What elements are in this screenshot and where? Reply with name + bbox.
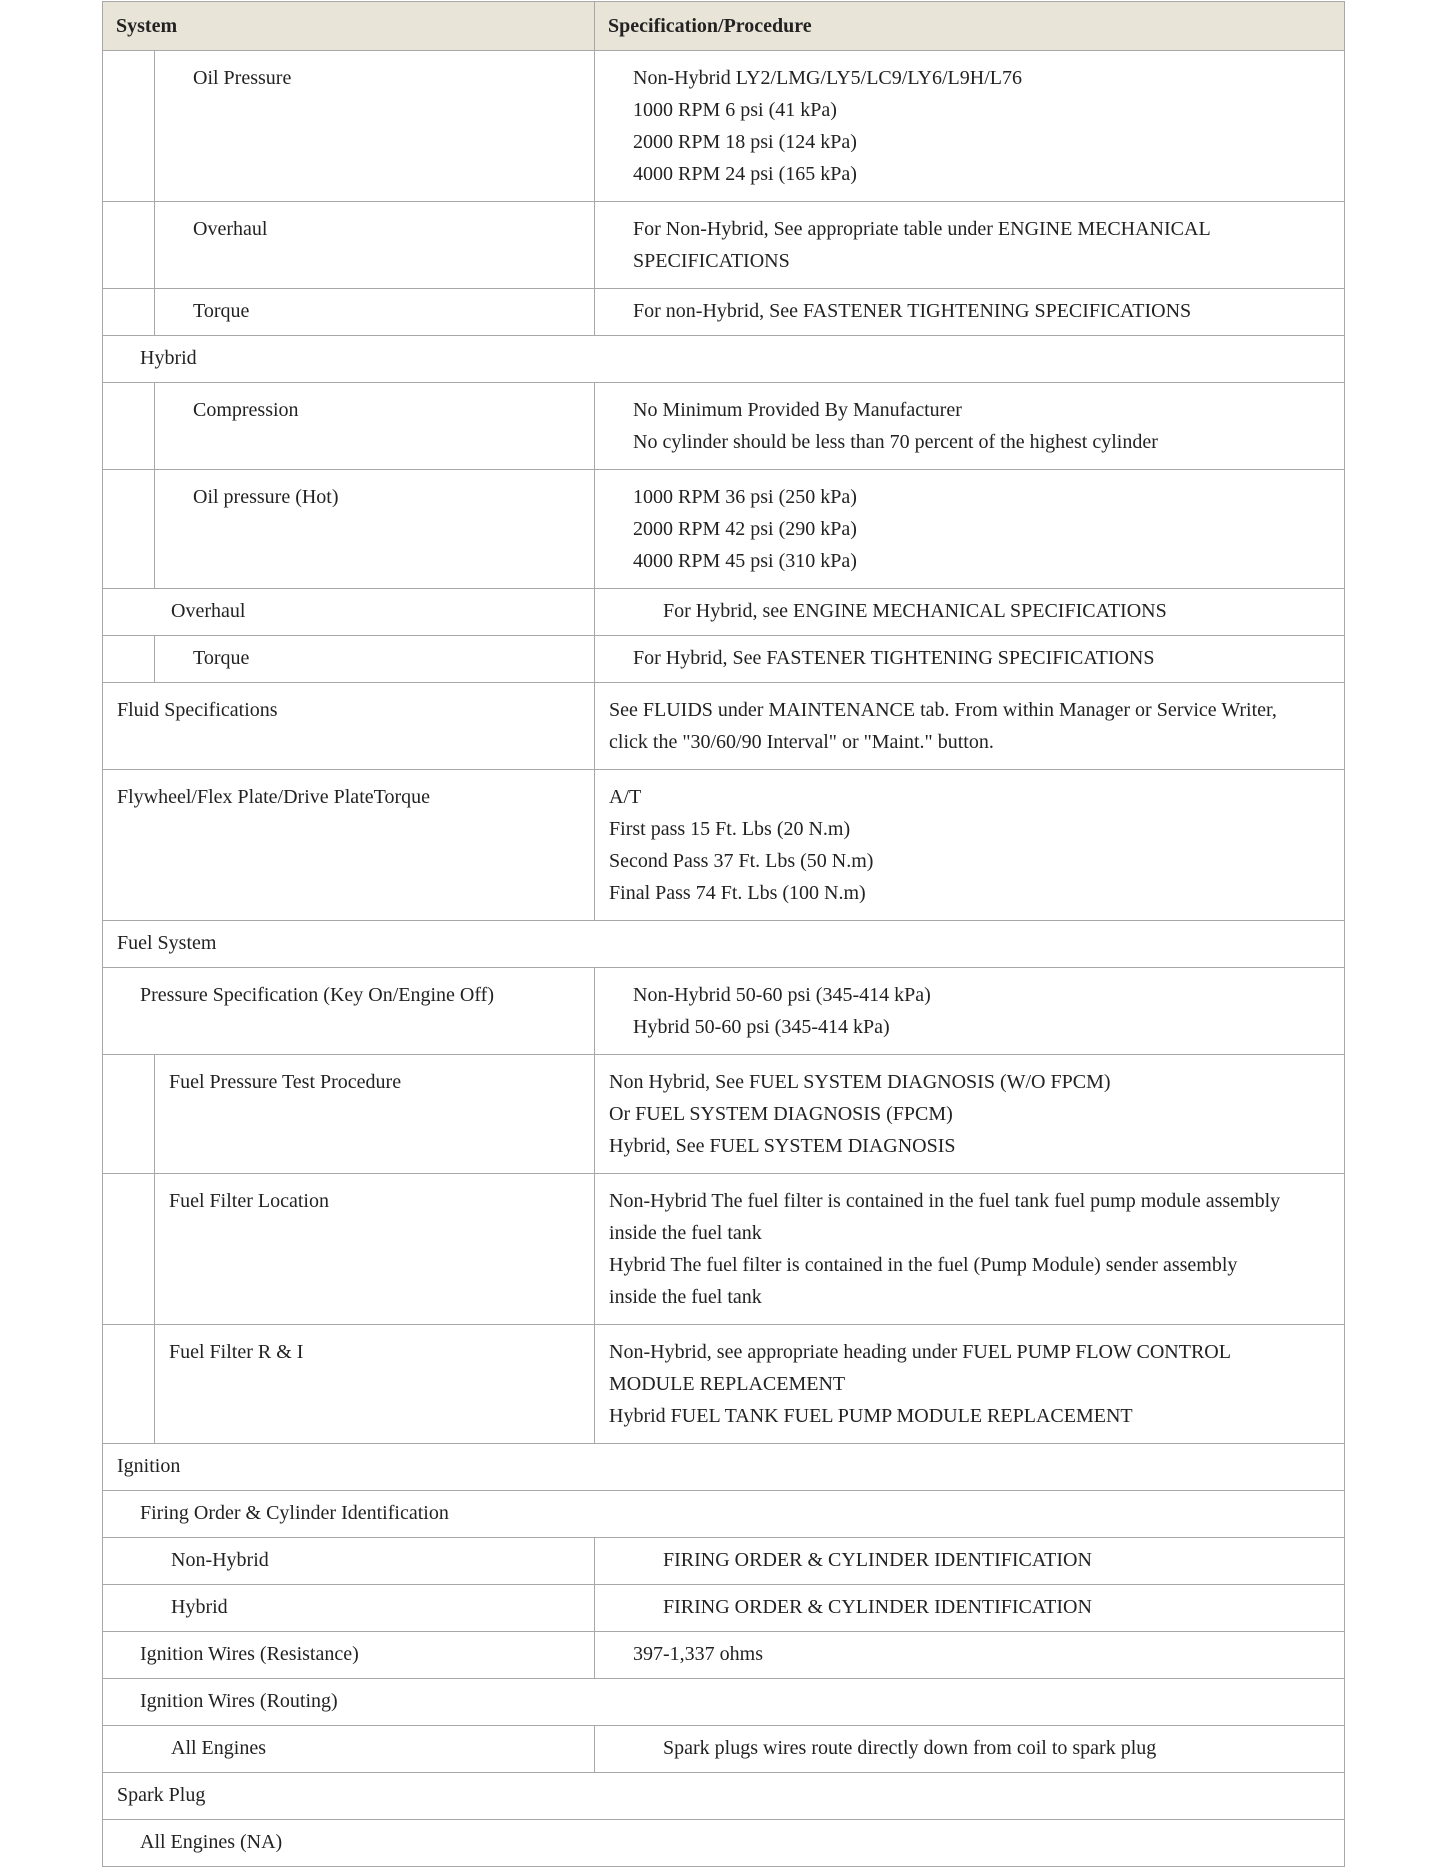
specification-cell [595, 636, 1345, 683]
spec-line: For Hybrid, See FASTENER TIGHTENING SPECIFICATIONS [633, 647, 1155, 669]
table-row [103, 1773, 1345, 1820]
system-cell [103, 1632, 595, 1679]
table-row [103, 1444, 1345, 1491]
spec-line: 2000 RPM 42 psi (290 kPa) [633, 518, 857, 540]
spec-line: 4000 RPM 45 psi (310 kPa) [633, 550, 857, 572]
spec-line: FIRING ORDER & CYLINDER IDENTIFICATION [663, 1549, 1092, 1571]
row-label: Pressure Specification (Key On/Engine Off) [140, 984, 494, 1006]
section-heading-cell [103, 1444, 1345, 1491]
row-label: Firing Order & Cylinder Identification [140, 1502, 449, 1524]
indent-gutter [103, 1055, 155, 1174]
indent-gutter [103, 470, 155, 589]
spec-line: For non-Hybrid, See FASTENER TIGHTENING SPECIFICATIONS [633, 300, 1192, 322]
spec-line: Non-Hybrid, see appropriate heading under FUEL PUMP FLOW CONTROL [609, 1341, 1231, 1363]
spec-line: Non-Hybrid 50-60 psi (345-414 kPa) [633, 984, 931, 1006]
system-cell [155, 202, 595, 289]
spec-line: 4000 RPM 24 psi (165 kPa) [633, 163, 857, 185]
system-cell [103, 1726, 595, 1773]
specification-cell [595, 51, 1345, 202]
spec-line: Non Hybrid, See FUEL SYSTEM DIAGNOSIS (W/O FPCM) [609, 1071, 1111, 1093]
group-heading-cell [103, 1820, 1345, 1867]
spec-line: inside the fuel tank [609, 1286, 762, 1308]
spec-line: Spark plugs wires route directly down from coil to spark plug [663, 1737, 1157, 1759]
row-label: Fuel Filter Location [169, 1190, 329, 1212]
spec-line: No Minimum Provided By Manufacturer [633, 399, 962, 421]
row-label: Flywheel/Flex Plate/Drive PlateTorque [117, 786, 430, 808]
spec-line: 2000 RPM 18 psi (124 kPa) [633, 131, 857, 153]
spec-line: Hybrid 50-60 psi (345-414 kPa) [633, 1016, 890, 1038]
row-label: Oil Pressure [193, 67, 292, 89]
system-cell [155, 636, 595, 683]
table-row [103, 1055, 1345, 1174]
table-row [103, 636, 1345, 683]
specification-cell [595, 1726, 1345, 1773]
table-row [103, 336, 1345, 383]
spec-line: FIRING ORDER & CYLINDER IDENTIFICATION [663, 1596, 1092, 1618]
system-cell [103, 770, 595, 921]
spec-line: SPECIFICATIONS [633, 250, 790, 272]
spec-line: Non-Hybrid The fuel filter is contained in the fuel tank fuel pump module assembly [609, 1190, 1281, 1212]
spec-line: Non-Hybrid LY2/LMG/LY5/LC9/LY6/L9H/L76 [633, 67, 1022, 89]
specification-cell [595, 1174, 1345, 1325]
system-cell [103, 1538, 595, 1585]
row-label: Spark Plug [117, 1784, 206, 1806]
system-cell [155, 1325, 595, 1444]
table-body [103, 51, 1345, 1867]
specification-cell [595, 289, 1345, 336]
spec-line: See FLUIDS under MAINTENANCE tab. From within Manager or Service Writer, [609, 699, 1277, 721]
spec-line: No cylinder should be less than 70 percent of the highest cylinder [633, 431, 1158, 453]
specification-cell [595, 683, 1345, 770]
table-row [103, 470, 1345, 589]
group-heading-cell [103, 1679, 1345, 1726]
specification-cell [595, 383, 1345, 470]
system-cell [155, 1055, 595, 1174]
spec-line: 1000 RPM 36 psi (250 kPa) [633, 486, 857, 508]
row-label: Ignition Wires (Routing) [140, 1690, 338, 1712]
indent-gutter [103, 51, 155, 202]
specification-table [102, 1, 1345, 1867]
system-column-header: System [103, 2, 595, 51]
table-row [103, 921, 1345, 968]
system-cell [103, 683, 595, 770]
spec-line: Hybrid, See FUEL SYSTEM DIAGNOSIS [609, 1135, 956, 1157]
table-row [103, 968, 1345, 1055]
table-row [103, 1820, 1345, 1867]
group-heading-cell [103, 1491, 1345, 1538]
row-label: Ignition Wires (Resistance) [140, 1643, 359, 1665]
specification-cell [595, 1538, 1345, 1585]
row-label: Overhaul [171, 600, 246, 622]
table-row [103, 683, 1345, 770]
spec-line: For Hybrid, see ENGINE MECHANICAL SPECIFICATIONS [663, 600, 1167, 622]
system-cell [155, 383, 595, 470]
indent-gutter [103, 1174, 155, 1325]
row-label: Torque [193, 647, 250, 669]
indent-gutter [103, 202, 155, 289]
indent-gutter [103, 383, 155, 470]
spec-line: Hybrid The fuel filter is contained in the fuel (Pump Module) sender assembly [609, 1254, 1238, 1276]
spec-line: 1000 RPM 6 psi (41 kPa) [633, 99, 837, 121]
row-label: Ignition [117, 1455, 181, 1477]
table-row [103, 589, 1345, 636]
table-row [103, 383, 1345, 470]
spec-line: First pass 15 Ft. Lbs (20 N.m) [609, 818, 851, 840]
spec-line: Second Pass 37 Ft. Lbs (50 N.m) [609, 850, 874, 872]
row-label: Torque [193, 300, 250, 322]
section-heading-cell [103, 1773, 1345, 1820]
system-cell [155, 289, 595, 336]
spec-line: Hybrid FUEL TANK FUEL PUMP MODULE REPLACEMENT [609, 1405, 1133, 1427]
system-cell [103, 1585, 595, 1632]
spec-line: A/T [609, 786, 642, 808]
specification-cell [595, 1055, 1345, 1174]
system-cell [155, 470, 595, 589]
spec-column-header: Specification/Procedure [595, 2, 1345, 51]
table-row [103, 770, 1345, 921]
row-label: Hybrid [171, 1596, 228, 1618]
specification-cell [595, 202, 1345, 289]
section-heading-cell [103, 921, 1345, 968]
specification-cell [595, 470, 1345, 589]
table-row [103, 1585, 1345, 1632]
row-label: Oil pressure (Hot) [193, 486, 339, 508]
table-header-row [103, 2, 1345, 51]
table-row [103, 289, 1345, 336]
row-label: All Engines [171, 1737, 266, 1759]
spec-line: Final Pass 74 Ft. Lbs (100 N.m) [609, 882, 866, 904]
row-label: Overhaul [193, 218, 268, 240]
system-cell [155, 1174, 595, 1325]
spec-line: inside the fuel tank [609, 1222, 762, 1244]
table-row [103, 1632, 1345, 1679]
specification-cell [595, 770, 1345, 921]
row-label: Fuel Filter R & I [169, 1341, 304, 1363]
table-row [103, 1726, 1345, 1773]
system-cell [103, 968, 595, 1055]
table-row [103, 1679, 1345, 1726]
system-cell [103, 589, 595, 636]
specification-cell [595, 1632, 1345, 1679]
indent-gutter [103, 1325, 155, 1444]
indent-gutter [103, 289, 155, 336]
table-row [103, 202, 1345, 289]
spec-line: 397-1,337 ohms [633, 1643, 764, 1665]
specification-cell [595, 589, 1345, 636]
system-cell [155, 51, 595, 202]
row-label: Fuel System [117, 932, 217, 954]
table-row [103, 1491, 1345, 1538]
table-row [103, 1538, 1345, 1585]
spec-line: Or FUEL SYSTEM DIAGNOSIS (FPCM) [609, 1103, 953, 1125]
table-row [103, 1325, 1345, 1444]
specification-cell [595, 968, 1345, 1055]
table-row [103, 1174, 1345, 1325]
group-heading-cell [103, 336, 1345, 383]
indent-gutter [103, 636, 155, 683]
row-label: All Engines (NA) [140, 1831, 283, 1853]
row-label: Fluid Specifications [117, 699, 278, 721]
row-label: Non-Hybrid [171, 1549, 269, 1571]
row-label: Hybrid [140, 347, 197, 369]
row-label: Fuel Pressure Test Procedure [169, 1071, 402, 1093]
specification-cell [595, 1325, 1345, 1444]
specification-cell [595, 1585, 1345, 1632]
spec-line: MODULE REPLACEMENT [609, 1373, 846, 1395]
spec-line: For Non-Hybrid, See appropriate table under ENGINE MECHANICAL [633, 218, 1211, 240]
row-label: Compression [193, 399, 299, 421]
table-row [103, 51, 1345, 202]
spec-line: click the "30/60/90 Interval" or "Maint." button. [609, 731, 994, 753]
